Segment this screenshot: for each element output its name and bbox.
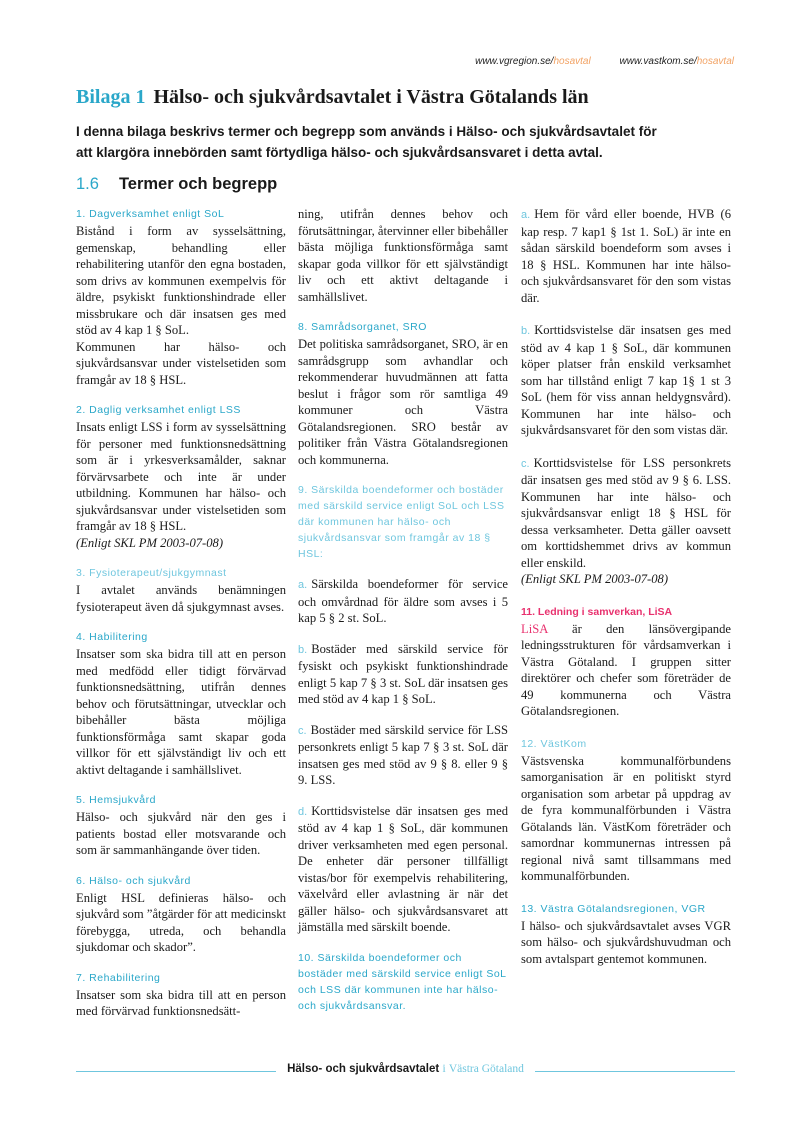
vastkom-link[interactable]: www.vastkom.se/hosavtal — [619, 56, 734, 67]
term-heading: 9. Särskilda boendeformer och bostäder med särskild service enligt SoL och LSS där kommunen har hälso- och sjukvårdsansvar som framgår av 18 § HSL: — [298, 484, 505, 560]
appendix-label: Bilaga 1 — [76, 86, 146, 108]
term-body: Insats enligt LSS i form av sysselsättning för personer med funktionsnedsättning som är i yrkesverksamålder, saknar förvärvsarbete och inte är under utbildning. Kommunen har hälso- och sjukvårdsansvar under vistelsetiden som framgår av 18 § HSL. — [76, 420, 286, 533]
sub-item — [521, 206, 731, 306]
term-heading: 2. Daglig verksamhet enligt LSS — [76, 404, 241, 416]
term-entry — [298, 206, 508, 305]
term-entry — [76, 873, 286, 956]
title-text: Hälso- och sjukvårdsavtalet i Västra Götalands län — [153, 86, 589, 108]
sub-item-marker: a. — [521, 209, 531, 221]
sub-item — [298, 803, 508, 936]
term-body: Bistånd i form av sysselsättning, gemenskap, behandling eller rehabilitering utanför den egna bostaden, som drivs av kommunen exempelvis för äldre, psykiskt funktionshindrade eller missbrukare och där insatsen ges med stöd av 4 kap 1 § SoL. — [76, 224, 286, 337]
column-1 — [76, 206, 286, 1034]
sub-item-marker: c. — [298, 724, 307, 737]
term-note: (Enligt SKL PM 2003-07-08) — [521, 572, 669, 586]
term-body: I avtalet används benämningen fysioterapeut även då sjukgymnast avses. — [76, 583, 286, 614]
column-2 — [298, 206, 508, 1028]
sub-item-marker: b. — [521, 325, 531, 337]
term-heading: 12. VästKom — [521, 737, 587, 750]
footer-divider-right — [535, 1071, 735, 1072]
sub-item-marker: c. — [521, 457, 530, 470]
sub-item-marker: a. — [298, 579, 308, 591]
sub-item — [298, 722, 508, 789]
term-body: Enligt HSL definieras hälso- och sjukvård som ”åtgärder för att medicinskt förebygga, utreda, och behandla sjukdomar och skador”. — [76, 890, 286, 954]
sub-item-text: Bostäder med särskild service för fysiskt och psykiskt funktionshindrade enligt 5 kap 7 § 3 st. SoL där insatsen ges med stöd av 4 kap 1 § SoL. — [298, 641, 508, 706]
term-body: är den länsövergipande ledningsstrukturen för vårdsamverkan i Västra Götaland. I gruppen sitter direktörer och chefer som företräder de 49 kommunerna och Västra Götalandsregionen. — [521, 621, 731, 718]
term-heading: 11. Ledning i samverkan, LiSA — [521, 605, 673, 618]
sub-item — [521, 455, 731, 588]
lisa-label: LiSA — [521, 621, 548, 636]
term-entry — [521, 901, 731, 968]
sub-item-text: Särskilda boendeformer för service och omvårdnad för äldre som avses i 5 kap 5 § 2 st. SoL. — [298, 577, 508, 625]
sub-item-marker: d. — [298, 805, 308, 818]
term-body: Insatser som ska bidra till att en person med förvärvad funktionsnedsätt- — [76, 987, 286, 1018]
footer-divider-left — [76, 1071, 276, 1072]
term-heading: 13. Västra Götalandsregionen, VGR — [521, 902, 706, 915]
term-entry — [76, 629, 286, 778]
term-entry — [76, 402, 286, 551]
page-footer — [276, 1063, 535, 1075]
sub-item-text: Hem för vård eller boende, HVB (6 kap resp. 7 kap1 § 1st 1. SoL) är inte en sådan särskild boendeform som avses i 18 § HSL. Kommunen har inte hälso- och sjukvårdsansvaret för den som vistas där. — [521, 207, 731, 305]
term-body: Kommunen har hälso- och sjukvårdsansvar under vistelsetiden som framgår av 18 § HSL. — [76, 339, 286, 387]
term-heading: 10. Särskilda boendeformer och bostäder med särskild service enligt SoL och LSS där kommunen inte har hälso- och sjukvårdsansvar. — [298, 951, 507, 1012]
section-number: 1.6 — [76, 175, 99, 193]
term-heading: 4. Habilitering — [76, 631, 148, 643]
sub-item-text: Korttidsvistelse där insatsen ges med stöd av 4 kap 1 § SoL, där kommunen köper platser från enskild verksamhet som har tillstånd enligt 7 kap 1§ 1 st 3 SoL (hem för viss annan heldygnsvård). Kommunen har inte hälso- och sjukvårdsansvaret för den som vistas där. — [521, 323, 731, 437]
sub-item-text: Korttidsvistelse där insatsen ges med stöd av 4 kap 1 § SoL, där kommunen driver verksamheten med egen personal. De enheter där personer tillfälligt vistas/bor för exempelvis rehabilitering, växelvård eller avlastning är när det gäller hälso- och sjukvårdsansvaret att jämställa med särskilt boende. — [298, 803, 508, 934]
sub-item-text: Bostäder med särskild service för LSS personkrets enligt 5 kap 7 § 3 st. SoL där insatsen ges med stöd av 9 § 8. eller 9 § 9. LSS. — [298, 722, 508, 787]
sub-item-text: Korttidsvistelse för LSS personkrets där insatsen ges med stöd av 9 § 6. LSS. Kommunen har inte hälso- och sjukvårdsansvar enligt 18 § HSL för dessa verksamheter. Detta gäller oavsett om korttidshemmet drivs av kommun eller enskild. — [521, 455, 731, 570]
term-entry — [521, 736, 731, 885]
term-entry — [298, 950, 508, 1014]
term-entry — [76, 565, 286, 615]
term-heading: 3. Fysioterapeut/sjukgymnast — [76, 567, 227, 579]
page-title — [76, 86, 756, 109]
intro-paragraph: I denna bilaga beskrivs termer och begrepp som används i Hälso- och sjukvårdsavtalet för att klargöra innebörden samt förtydliga hälso- och sjukvårdsansvaret i detta avtal. — [76, 124, 657, 160]
term-body-continued: ning, utifrån dennes behov och förutsättningar, återvinner eller bibehåller bästa möjliga funktionsförmåga samt skapar goda villkor för ett självständigt liv och ett aktivt deltagande i samhällslivet. — [298, 207, 508, 304]
vgregion-link[interactable]: www.vgregion.se/hosavtal — [475, 56, 591, 67]
term-entry — [76, 792, 286, 859]
header-links — [449, 56, 734, 67]
sub-item — [521, 322, 731, 439]
term-entry — [521, 604, 731, 720]
term-body: Insatser som ska bidra till att en person med medfödd eller tidigt förvärvad funktionsnedsättning, utifrån dennes behov och förutsättningar, utvecklar och bibehåller bästa möjliga funktionsförmåga samt skapar goda villkor för ett självständigt liv och ett aktivt deltagande i samhällslivet. — [76, 647, 286, 777]
term-heading: 6. Hälso- och sjukvård — [76, 874, 191, 887]
term-heading: 8. Samrådsorganet, SRO — [298, 321, 427, 333]
sub-item — [298, 576, 508, 627]
term-body: Hälso- och sjukvård när den ges i patients bostad eller motsvarande och som är sammanhängande över tiden. — [76, 810, 286, 857]
sub-item — [298, 641, 508, 708]
term-body: Det politiska samrådsorganet, SRO, är en samrådsgrupp som avhandlar och rekommenderar huvudmännen att fatta beslut i frågor som rör samtliga 49 kommuner och Västra Götalandsregionen. SRO består av politiker från Västra Götalandsregionen och kommunerna. — [298, 337, 508, 467]
footer-region: Västra Götaland — [448, 1063, 524, 1075]
section-heading — [76, 175, 277, 194]
column-3 — [521, 206, 731, 983]
term-note: (Enligt SKL PM 2003-07-08) — [76, 535, 224, 550]
footer-separator: i — [442, 1063, 446, 1075]
term-body: I hälso- och sjukvårdsavtalet avses VGR som hälso- och sjukvårdshuvudman och som avtalspart gentemot kommunen. — [521, 918, 731, 966]
term-body: Västsvenska kommunalförbundens samorganisation är en politiskt styrd organisation som arbetar på uppdrag av de fyra kommunalförbunden i Västra Götalands län. VästKom företräder och samordnar kommunernas intressen på regional nivå samt tillsammans med kommunalförbunden. — [521, 753, 731, 883]
footer-title: Hälso- och sjukvårdsavtalet — [287, 1063, 440, 1075]
term-heading: 7. Rehabilitering — [76, 971, 161, 984]
term-entry — [298, 482, 508, 562]
sub-item-marker: b. — [298, 643, 308, 656]
term-entry — [76, 206, 286, 388]
term-entry — [76, 970, 286, 1020]
term-heading: 1. Dagverksamhet enligt SoL — [76, 208, 225, 220]
section-title: Termer och begrepp — [118, 175, 278, 193]
term-heading: 5. Hemsjukvård — [76, 794, 156, 806]
term-entry — [298, 319, 508, 468]
